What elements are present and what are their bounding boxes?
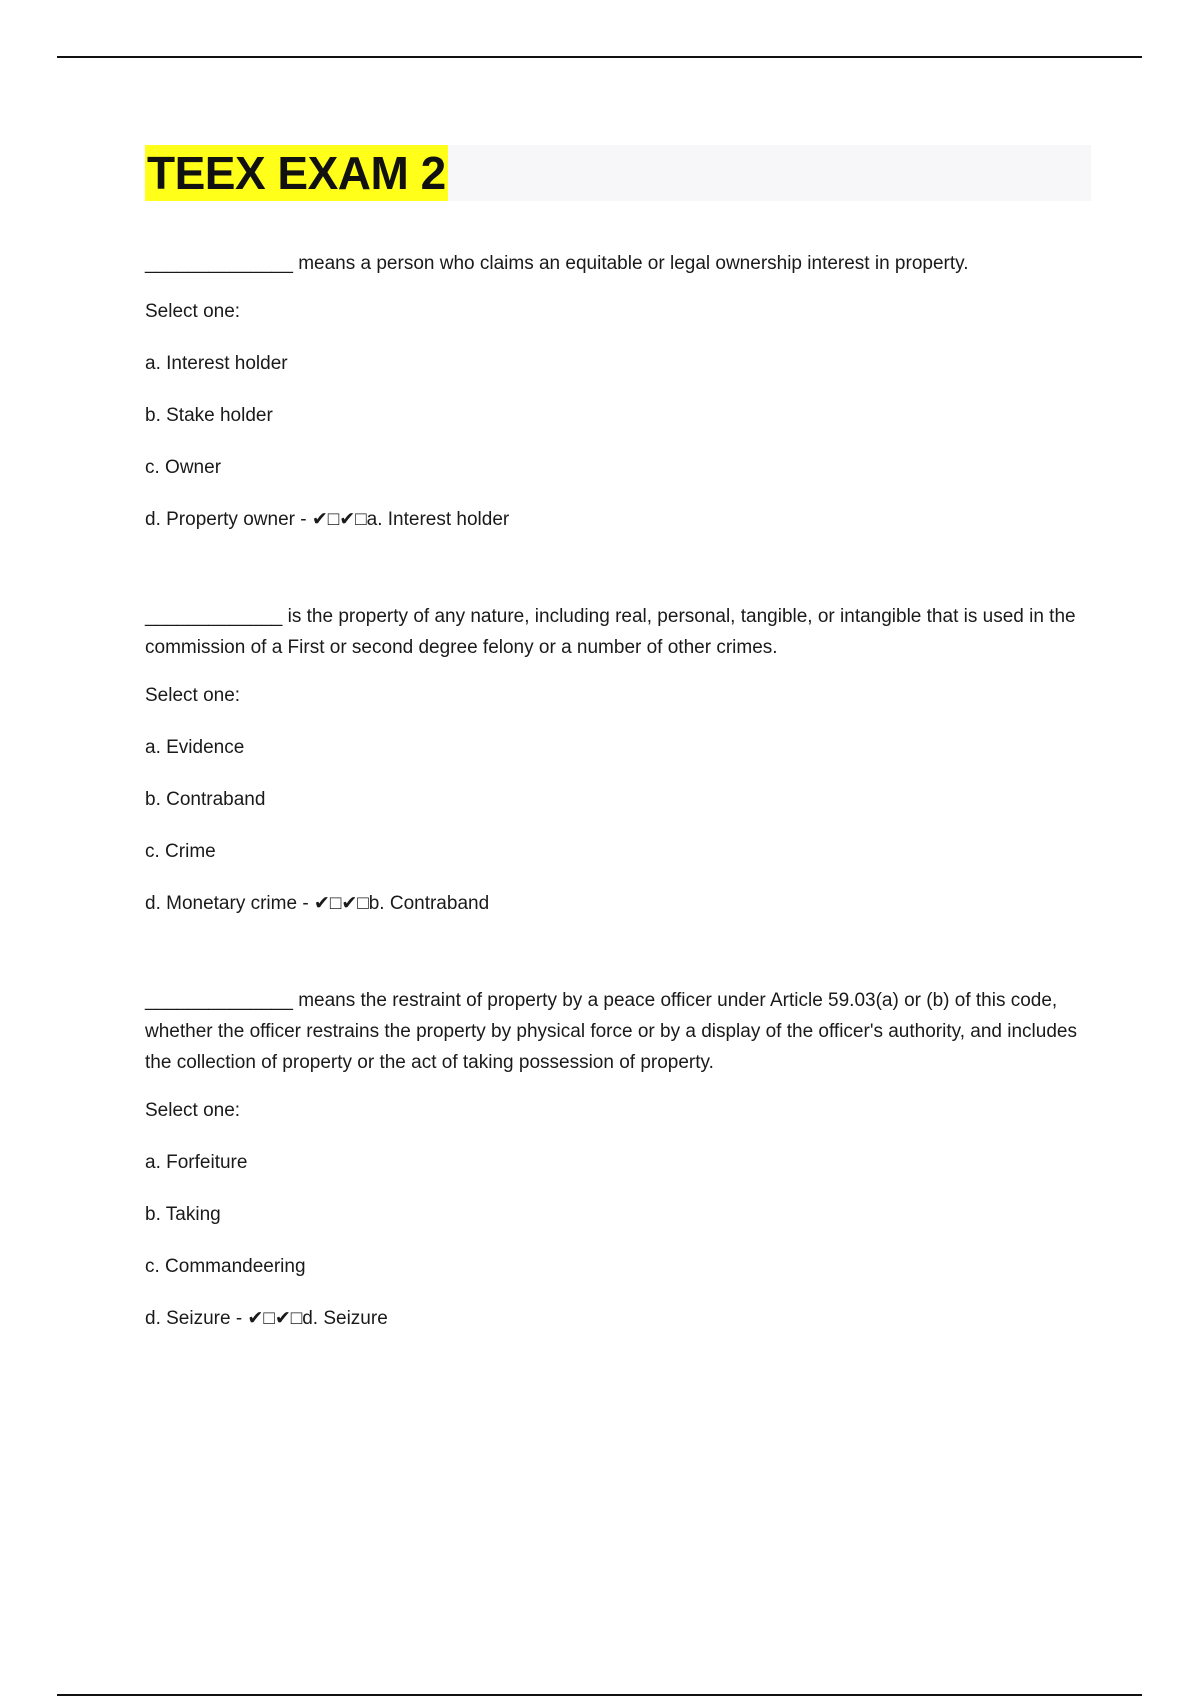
document-title: TEEX EXAM 2	[147, 147, 446, 199]
option-d-with-answer: d. Property owner - ✔□✔□a. Interest holder	[145, 509, 510, 530]
option-a: a. Interest holder	[145, 353, 288, 374]
option-b: b. Stake holder	[145, 405, 273, 426]
option-c: c. Crime	[145, 841, 216, 862]
option-b: b. Contraband	[145, 789, 266, 810]
question-stem: ______________ means a person who claims an equitable or legal ownership interest in property.	[145, 253, 969, 274]
footer-rule	[57, 1694, 1142, 1696]
question-2	[145, 601, 1090, 917]
option-b: b. Taking	[145, 1204, 221, 1225]
option-d-with-answer: d. Seizure - ✔□✔□d. Seizure	[145, 1308, 388, 1329]
document-body	[145, 248, 1090, 1332]
question-stem: _____________ is the property of any nature, including real, personal, tangible, or intangible that is used in the commission of a First or second degree felony or a number of other crimes.	[145, 606, 1076, 658]
option-a: a. Forfeiture	[145, 1152, 248, 1173]
option-c: c. Owner	[145, 457, 222, 478]
question-stem: ______________ means the restraint of property by a peace officer under Article 59.03(a) or (b) of this code, whether the officer restrains the property by physical force or by a display of the officer's authority, and includes the collection of property or the act of taking possession of property.	[145, 990, 1077, 1073]
question-1	[145, 248, 1090, 533]
select-one-label: Select one:	[145, 1100, 241, 1121]
header-rule	[57, 56, 1142, 58]
question-3	[145, 985, 1090, 1332]
select-one-label: Select one:	[145, 685, 241, 706]
option-a: a. Evidence	[145, 737, 245, 758]
select-one-label: Select one:	[145, 301, 241, 322]
option-d-with-answer: d. Monetary crime - ✔□✔□b. Contraband	[145, 893, 490, 914]
option-c: c. Commandeering	[145, 1256, 306, 1277]
